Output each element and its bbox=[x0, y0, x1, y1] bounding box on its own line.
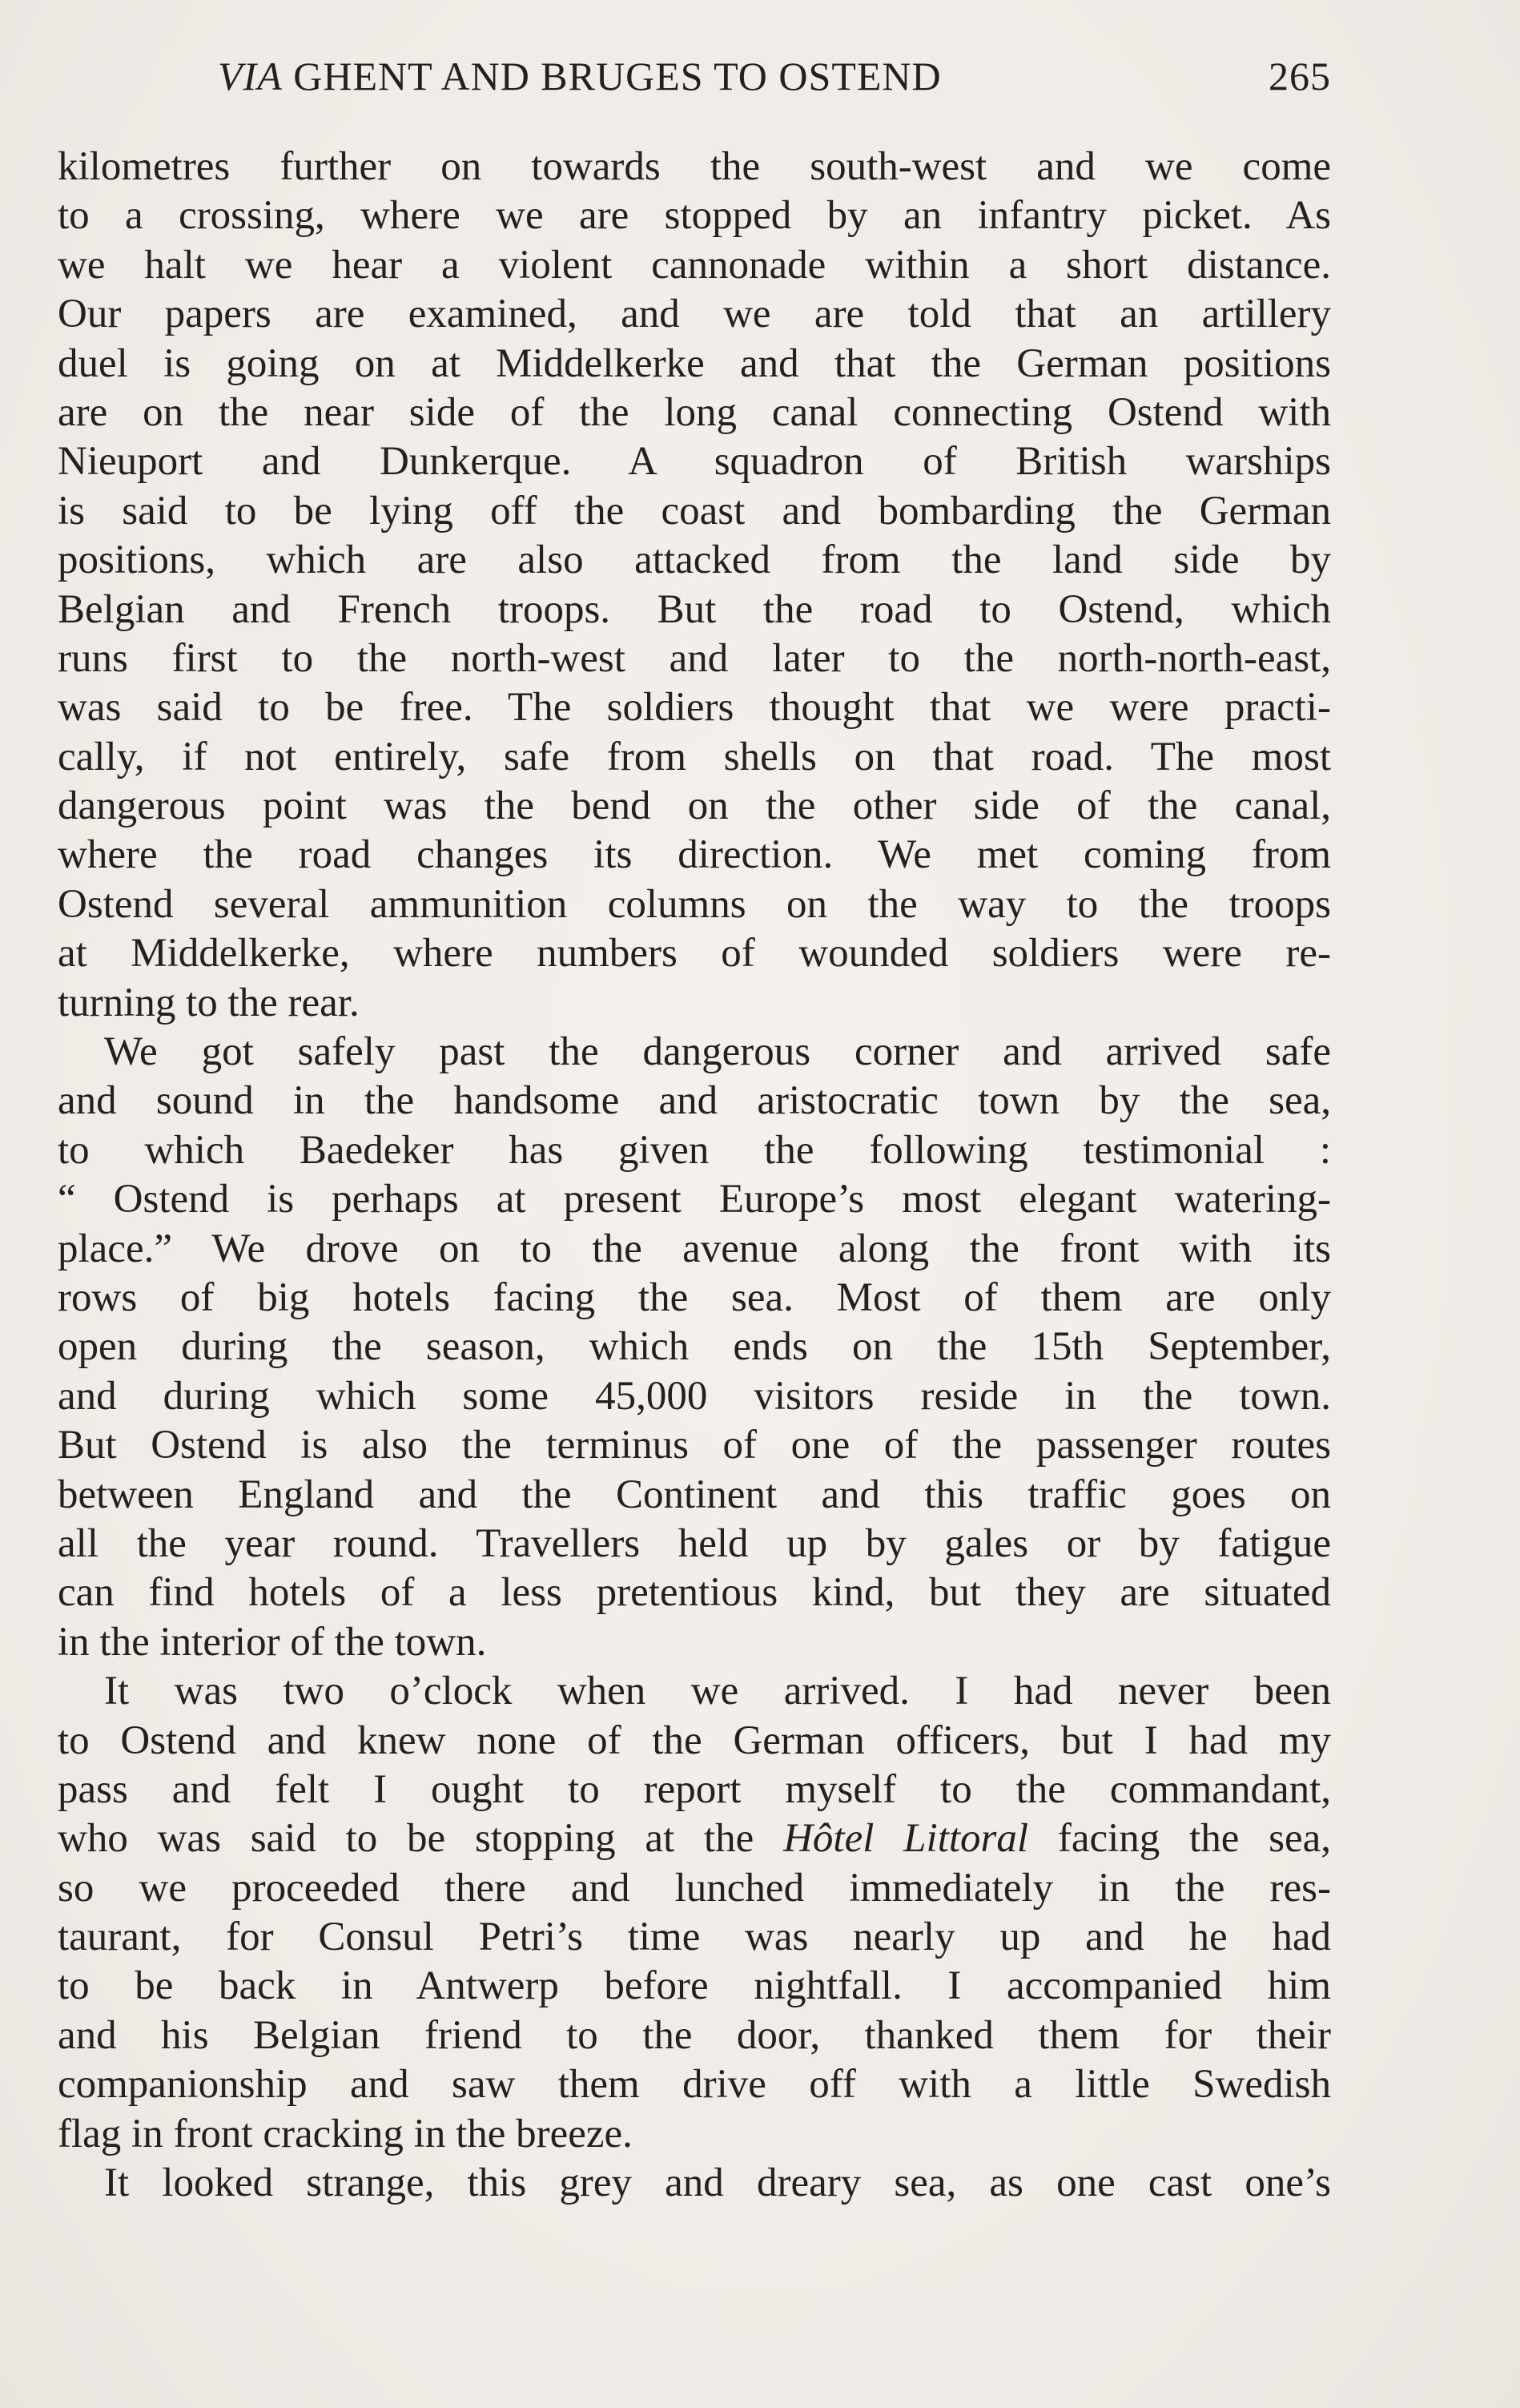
text-line: all the year round. Travellers held up by gales or by fatigue bbox=[58, 1520, 1331, 1566]
text-line: taurant, for Consul Petri’s time was nearly up and he had bbox=[58, 1915, 1331, 1960]
text-line: Ostend several ammunition columns on the way to the troops bbox=[58, 881, 1331, 927]
running-header bbox=[58, 53, 1331, 117]
text-line: place.” We drove on to the avenue along the front with its bbox=[58, 1226, 1331, 1271]
text-line: dangerous point was the bend on the other side of the canal, bbox=[58, 783, 1331, 829]
text-line: between England and the Continent and this traffic goes on bbox=[58, 1472, 1331, 1517]
text-line: at Middelkerke, where numbers of wounded soldiers were re- bbox=[58, 931, 1331, 976]
paragraph-end-line: turning to the rear. bbox=[58, 980, 360, 1025]
text-line: cally, if not entirely, safe from shells on that road. The most bbox=[58, 734, 1331, 779]
paragraph-start-line: It was two o’clock when we arrived. I had never been bbox=[104, 1669, 1331, 1714]
text-line: are on the near side of the long canal connecting Ostend with bbox=[58, 389, 1331, 435]
text-line: duel is going on at Middelkerke and that the German positions bbox=[58, 340, 1331, 386]
paragraph-end-line: flag in front cracking in the breeze. bbox=[58, 2111, 633, 2156]
text-line: to a crossing, where we are stopped by an infantry picket. As bbox=[58, 193, 1331, 239]
running-head-text: GHENT AND BRUGES TO OSTEND bbox=[282, 54, 942, 99]
text-line: positions, which are also attacked from the land side by bbox=[58, 538, 1331, 583]
text-line: is said to be lying off the coast and bombarding the German bbox=[58, 488, 1331, 534]
paragraph-start-line: We got safely past the dangerous corner and arrived safe bbox=[104, 1029, 1331, 1075]
text-line: was said to be free. The soldiers thought that we were practi- bbox=[58, 685, 1331, 731]
text-line-with-hotel-name bbox=[58, 1814, 1331, 1863]
text-run: who was said to be stopping at the bbox=[58, 1816, 784, 1862]
hotel-name: Hôtel Littoral bbox=[783, 1816, 1029, 1862]
text-line: companionship and saw them drive off with a little Swedish bbox=[58, 2062, 1331, 2108]
text-line: runs first to the north-west and later to the north-north-east, bbox=[58, 635, 1331, 681]
running-head-italic: VIA bbox=[218, 54, 283, 99]
text-line: But Ostend is also the terminus of one of the passenger routes bbox=[58, 1423, 1331, 1468]
page-number: 265 bbox=[1269, 54, 1331, 99]
paragraph-start-line: It looked strange, this grey and dreary sea, as one cast one’s bbox=[104, 2160, 1331, 2206]
running-head-title bbox=[218, 53, 942, 99]
text-line: and his Belgian friend to the door, thanked them for their bbox=[58, 2012, 1331, 2058]
text-line: to which Baedeker has given the following testimonial : bbox=[58, 1127, 1331, 1173]
text-line: rows of big hotels facing the sea. Most of them are only bbox=[58, 1274, 1331, 1320]
text-line: open during the season, which ends on the 15th September, bbox=[58, 1324, 1331, 1370]
text-line: can find hotels of a less pretentious kind, but they are situated bbox=[58, 1570, 1331, 1616]
text-line: Nieuport and Dunkerque. A squadron of British warships bbox=[58, 439, 1331, 485]
text-run: facing the sea, bbox=[1028, 1816, 1331, 1862]
body-text bbox=[58, 143, 1331, 2208]
text-line: to be back in Antwerp before nightfall. I accompanied him bbox=[58, 1963, 1331, 2009]
paragraph-end-line: in the interior of the town. bbox=[58, 1619, 487, 1665]
text-line: to Ostend and knew none of the German officers, but I had my bbox=[58, 1717, 1331, 1763]
text-line: Belgian and French troops. But the road to Ostend, which bbox=[58, 586, 1331, 632]
text-line: where the road changes its direction. We met coming from bbox=[58, 832, 1331, 878]
text-line: we halt we hear a violent cannonade within a short distance. bbox=[58, 242, 1331, 288]
text-line: so we proceeded there and lunched immediately in the res- bbox=[58, 1865, 1331, 1911]
text-line: and sound in the handsome and aristocratic town by the sea, bbox=[58, 1078, 1331, 1124]
text-line: pass and felt I ought to report myself to the commandant, bbox=[58, 1766, 1331, 1812]
text-line: kilometres further on towards the south-west and we come bbox=[58, 144, 1331, 189]
text-line: “ Ostend is perhaps at present Europe’s most elegant watering- bbox=[58, 1177, 1331, 1222]
text-line: Our papers are examined, and we are told that an artillery bbox=[58, 292, 1331, 337]
text-line: and during which some 45,000 visitors reside in the town. bbox=[58, 1373, 1331, 1419]
